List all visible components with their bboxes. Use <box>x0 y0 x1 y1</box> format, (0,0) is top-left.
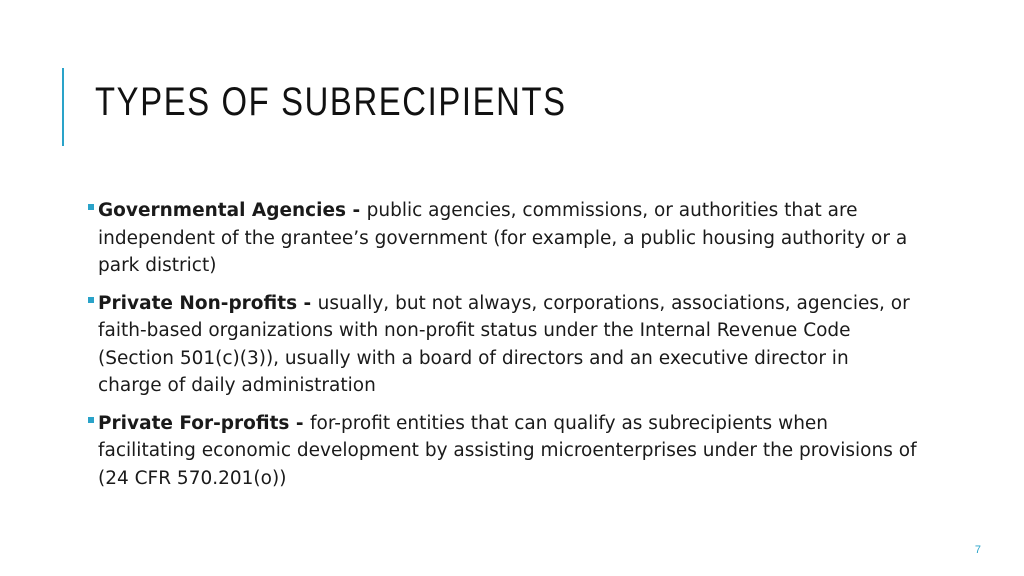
bullet-term: Private For-profits - <box>98 412 311 434</box>
bullet-list <box>88 197 918 502</box>
bullet-description: usually, but not always, corporations, associations, agencies, or faith-based organizations with non-profit status under the Internal Revenue Code (Section 501(c)(3)), usually with a board of directors and an executive director in charge of daily administration <box>98 292 910 396</box>
bullet-description: public agencies, commissions, or authorities that are independent of the grantee’s government (for example, a public housing authority or a park district) <box>98 200 908 276</box>
bullet-item-private-non-profits <box>88 290 918 400</box>
bullet-item-governmental-agencies <box>88 197 918 280</box>
bullet-item-private-for-profits <box>88 410 918 493</box>
page-number: 7 <box>974 544 981 556</box>
square-bullet-icon <box>88 417 94 423</box>
title-accent-bar <box>62 68 64 146</box>
bullet-term: Private Non-profits - <box>98 292 318 314</box>
slide-title: TYPES OF SUBRECIPIENTS <box>95 80 567 124</box>
square-bullet-icon <box>88 204 94 210</box>
square-bullet-icon <box>88 297 94 303</box>
bullet-term: Governmental Agencies - <box>98 200 367 221</box>
bullet-description: for-profit entities that can qualify as subrecipients when facilitating economic development by assisting microenterprises under the provisions of (24 CFR 570.201(o)) <box>98 412 917 489</box>
